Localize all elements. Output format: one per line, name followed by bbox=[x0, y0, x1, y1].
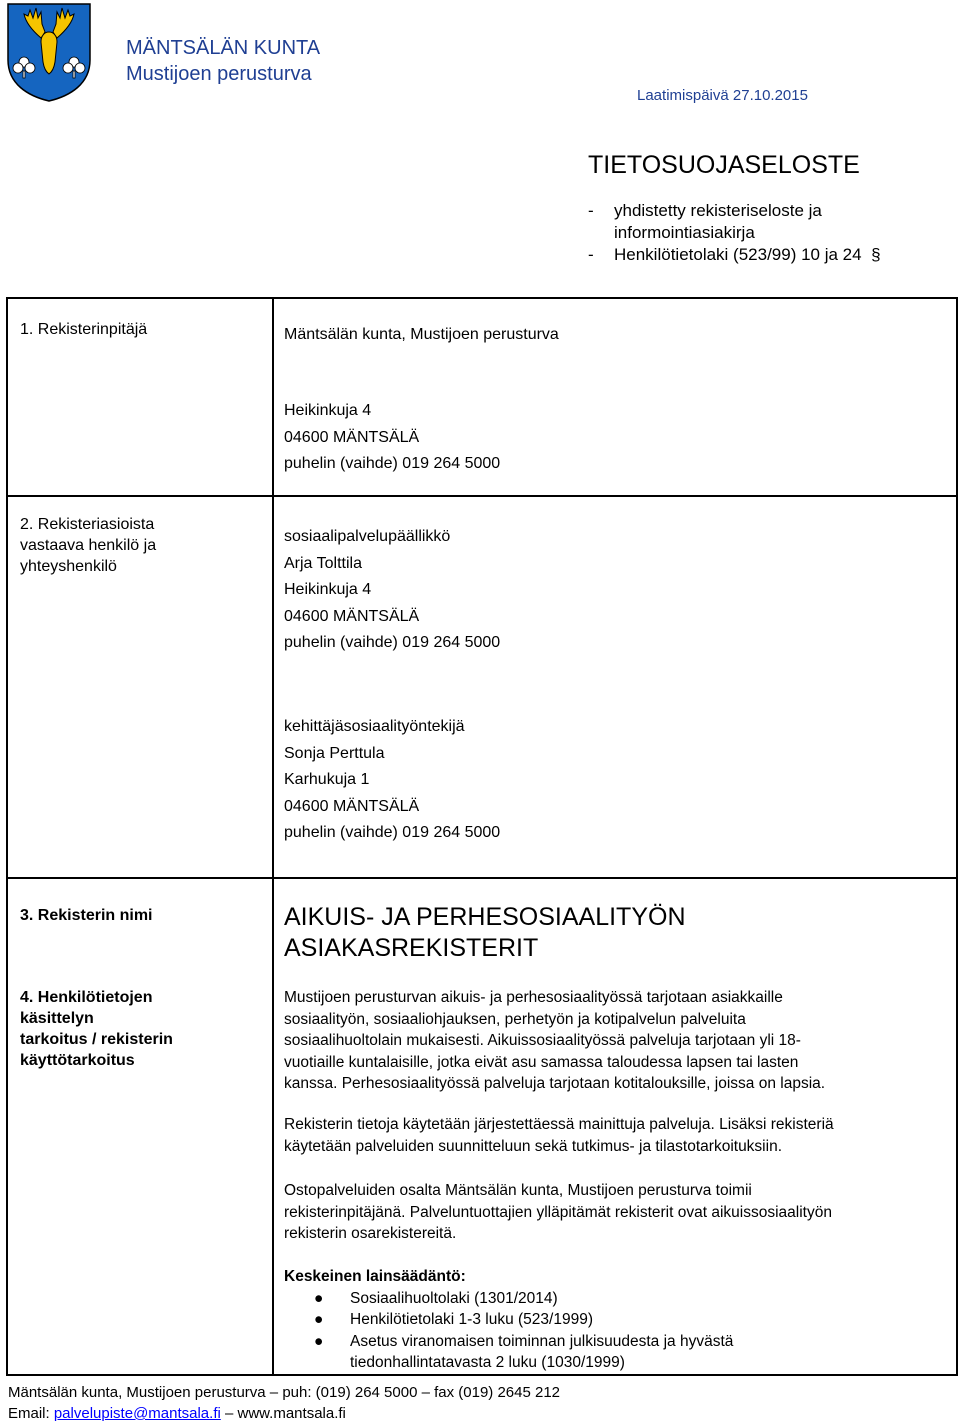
document-title: TIETOSUOJASELOSTE bbox=[588, 151, 860, 179]
section-3-label: 3. Rekisterin nimi bbox=[20, 907, 153, 924]
contact-person-1: sosiaalipalvelupäällikkö Arja Tolttila Heikinkuja 4 04600 MÄNTSÄLÄ puhelin (vaihde) 019 264 5000 bbox=[284, 528, 501, 651]
purpose-paragraph-2: Rekisterin tietoja käytetään järjestettäessä mainittuja palveluja. Lisäksi rekisteriä käytetään palveluiden suunnitteluun sekä tutkimus- ja tilastotarkoituksiin. bbox=[284, 1116, 834, 1155]
section-2-label: 2. Rekisteriasioista vastaava henkilö ja yhteyshenkilö bbox=[20, 516, 157, 575]
register-table bbox=[6, 297, 958, 1376]
row-divider bbox=[8, 877, 956, 879]
purpose-paragraph-3: Ostopalveluiden osalta Mäntsälän kunta, Mustijoen perusturva toimii rekisterinpitäjänä. Palveluntuottajien ylläpitämät rekisterit ovat aikuissosiaalityön rekisterin osarekistereitä. bbox=[284, 1182, 832, 1242]
register-name: AIKUIS- JA PERHESOSIAALITYÖN ASIAKASREKISTERIT bbox=[284, 903, 686, 962]
row-divider bbox=[8, 495, 956, 497]
legislation-block bbox=[284, 1266, 948, 1374]
website-text: – www.mantsala.fi bbox=[220, 1405, 346, 1422]
section-sign-icon: § bbox=[866, 245, 881, 264]
legislation-list bbox=[284, 1288, 948, 1374]
page-footer bbox=[8, 1382, 560, 1424]
subtitle-item: - Henkilötietolaki (523/99) 10 ja 24 § bbox=[588, 245, 881, 264]
list-item: ● Henkilötietolaki 1-3 luku (523/1999) bbox=[284, 1309, 948, 1331]
controller-name: Mäntsälän kunta, Mustijoen perusturva bbox=[284, 326, 559, 343]
municipal-coat-of-arms-icon bbox=[6, 2, 92, 102]
email-link[interactable]: palvelupiste@mantsala.fi bbox=[53, 1405, 221, 1422]
organization-name: MÄNTSÄLÄN KUNTA bbox=[126, 37, 321, 59]
bullet-icon: ● bbox=[314, 1332, 324, 1350]
document-subtitle-list bbox=[588, 200, 881, 266]
list-item: ● Asetus viranomaisen toiminnan julkisuudesta ja hyvästä tiedonhallintatavasta 2 luku (1030/1999) bbox=[314, 1332, 734, 1371]
creation-date: Laatimispäivä 27.10.2015 bbox=[637, 87, 808, 104]
footer-contact-line: Mäntsälän kunta, Mustijoen perusturva – puh: (019) 264 5000 – fax (019) 2645 212 bbox=[8, 1384, 561, 1401]
section-4-label: 4. Henkilötietojen käsittelyn tarkoitus / rekisterin käyttötarkoitus bbox=[20, 989, 173, 1069]
contact-person-2: kehittäjäsosiaalityöntekijä Sonja Perttula Karhukuja 1 04600 MÄNTSÄLÄ puhelin (vaihde) 019 264 5000 bbox=[284, 718, 501, 841]
column-divider bbox=[272, 299, 274, 1374]
footer-email-line: Email: palvelupiste@mantsala.fi – www.mantsala.fi bbox=[8, 1405, 346, 1422]
purpose-paragraph-1: Mustijoen perusturvan aikuis- ja perhesosiaalityössä tarjotaan asiakkaille sosiaalityön, sosiaaliohjauksen, perhetyön ja kotipalvelun palveluita sosiaalihuoltolain mukaisesti. Aikuissosiaalityössä palveluja tarjotaan yli 18- vuotiaille kuntalaisille, jotka eivät asu samassa taloudessa lapsen tai lasten kanssa. Perhesosiaalityössä palveluja tarjotaan kotitalouksille, joissa on lapsia. bbox=[284, 989, 826, 1092]
bullet-icon: ● bbox=[314, 1311, 324, 1328]
organization-unit: Mustijoen perusturva bbox=[126, 63, 312, 85]
controller-address: Heikinkuja 4 04600 MÄNTSÄLÄ puhelin (vaihde) 019 264 5000 bbox=[284, 402, 501, 472]
list-item: ● Sosiaalihuoltolaki (1301/2014) bbox=[284, 1288, 948, 1310]
legislation-heading: Keskeinen lainsäädäntö: bbox=[284, 1268, 466, 1285]
bullet-icon: ● bbox=[314, 1289, 324, 1307]
section-1-label: 1. Rekisterinpitäjä bbox=[20, 321, 148, 338]
subtitle-item: - yhdistetty rekisteriseloste ja informointiasiakirja bbox=[588, 201, 822, 242]
